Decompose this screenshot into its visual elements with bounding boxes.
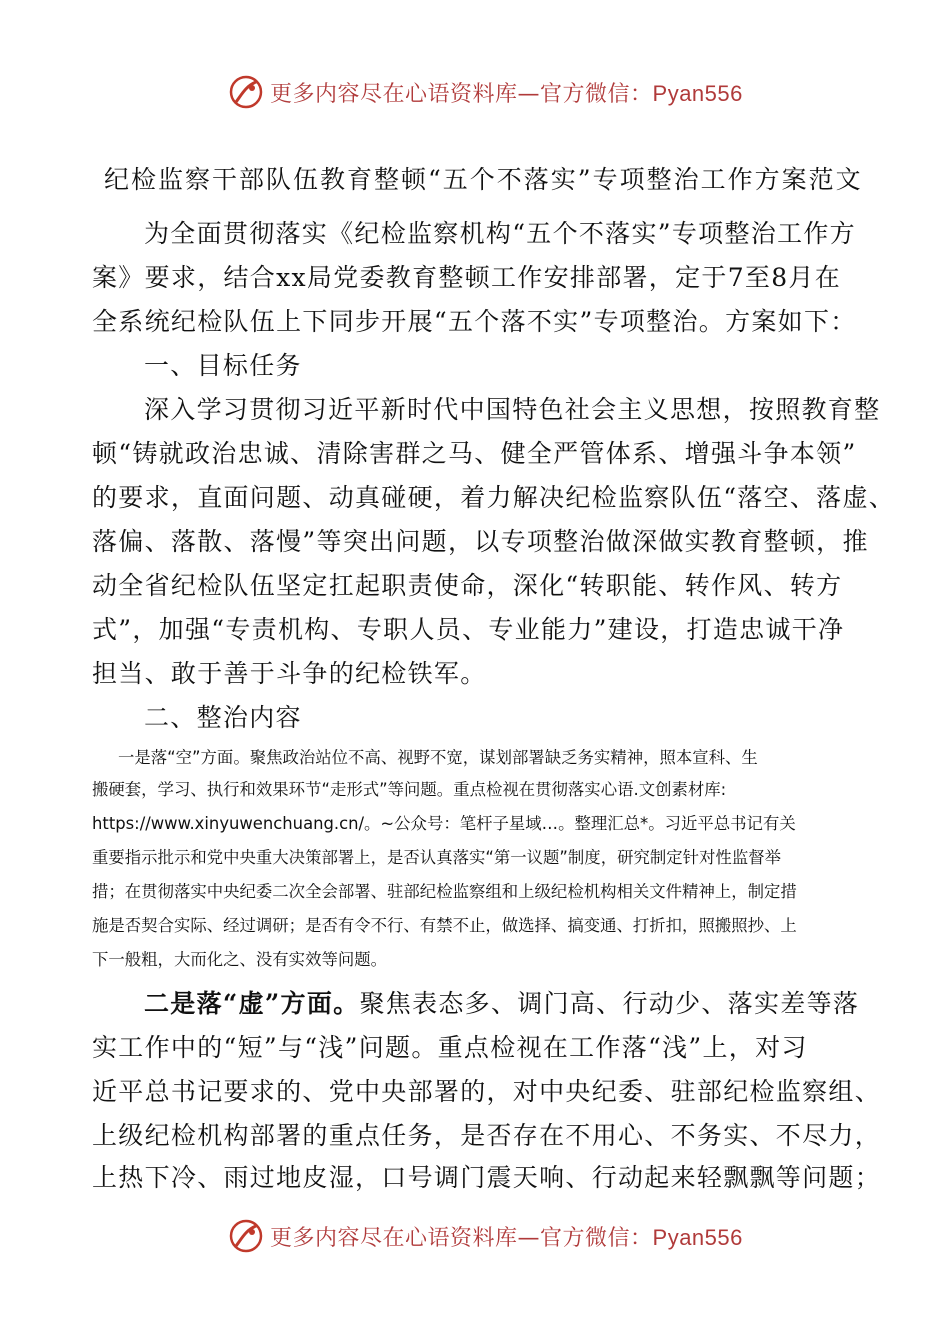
banner-wechat-id: Pyan556 xyxy=(652,1224,743,1250)
intro-line-3: 全系统纪检队伍上下同步开展“五个落不实”专项整治。方案如下： xyxy=(92,307,857,336)
point1-line-1: 一是落“空”方面。聚焦政治站位不高、视野不宽，谋划部署缺乏务实精神，照本宣科、生 xyxy=(118,748,758,767)
footer-banner xyxy=(228,1216,743,1256)
header-banner xyxy=(228,72,743,112)
section1-line-3: 的要求，直面问题、动真碰硬，着力解决纪检监察队伍“落空、落虚、 xyxy=(92,483,896,512)
brand-logo-icon xyxy=(228,74,264,110)
point1-line-3: https://www.xinyuwenchuang.cn/。~公众号：笔杆子星域…。整理汇总*。习近平总书记有关 xyxy=(92,814,796,833)
point1-line-2: 搬硬套，学习、执行和效果环节“走形式”等问题。重点检视在贯彻落实心语.文创素材库: xyxy=(92,780,727,799)
document-title: 纪检监察干部队伍教育整顿“五个不落实”专项整治工作方案范文 xyxy=(104,165,863,194)
brand-logo-icon xyxy=(228,1218,264,1254)
section1-line-7: 担当、敢于善于斗争的纪检铁军。 xyxy=(92,659,487,688)
point2-line-2: 实工作中的“短”与“浅”问题。重点检视在工作落“浅”上，对习 xyxy=(92,1033,808,1062)
intro-line-1: 为全面贯彻落实《纪检监察机构“五个不落实”专项整治工作方 xyxy=(144,219,856,248)
banner-slogan: 更多内容尽在心语资料库—官方微信： xyxy=(270,1225,653,1251)
point1-line-7: 下一般粗，大而化之、没有实效等问题。 xyxy=(92,950,388,969)
point2-line-1 xyxy=(144,984,859,1020)
point2-line-5: 上热下冷、雨过地皮湿，口号调门震天响、行动起来轻飘飘等问题； xyxy=(92,1163,882,1192)
point1-line-6: 施是否契合实际、经过调研；是否有令不行、有禁不止，做选择、搞变通、打折扣，照搬照抄、上 xyxy=(92,916,797,935)
point2-line-1-text: 聚焦表态多、调门高、行动少、落实差等落 xyxy=(359,989,860,1018)
point2-lead: 二是落“虚”方面。 xyxy=(144,989,360,1018)
section1-line-5: 动全省纪检队伍坚定扛起职责使命，深化“转职能、转作风、转方 xyxy=(92,571,843,600)
point2-line-3: 近平总书记要求的、党中央部署的，对中央纪委、驻部纪检监察组、 xyxy=(92,1077,882,1106)
banner-slogan: 更多内容尽在心语资料库—官方微信： xyxy=(270,81,653,107)
section1-line-1: 深入学习贯彻习近平新时代中国特色社会主义思想，按照教育整 xyxy=(144,395,881,424)
banner-text xyxy=(270,77,743,108)
section1-line-4: 落偏、落散、落慢”等突出问题，以专项整治做深做实教育整顿，推 xyxy=(92,527,869,556)
banner-wechat-id: Pyan556 xyxy=(652,80,743,106)
point2-line-4: 上级纪检机构部署的重点任务，是否存在不用心、不务实、不尽力， xyxy=(92,1121,882,1150)
point1-line-5: 措；在贯彻落实中央纪委二次全会部署、驻部纪检监察组和上级纪检机构相关文件精神上，制定措 xyxy=(92,882,797,901)
intro-line-2: 案》要求，结合xx局党委教育整顿工作安排部署，定于7至8月在 xyxy=(92,263,842,292)
section1-line-2: 顿“铸就政治忠诚、清除害群之马、健全严管体系、增强斗争本领” xyxy=(92,439,857,468)
point1-line-4: 重要指示批示和党中央重大决策部署上，是否认真落实“第一议题”制度，研究制定针对性监督举 xyxy=(92,848,781,867)
section1-line-6: 式”，加强“专责机构、专职人员、专业能力”建设，打造忠诚干净 xyxy=(92,615,845,644)
banner-text xyxy=(270,1221,743,1252)
section2-heading: 二、整治内容 xyxy=(144,703,302,732)
section1-heading: 一、目标任务 xyxy=(144,351,302,380)
